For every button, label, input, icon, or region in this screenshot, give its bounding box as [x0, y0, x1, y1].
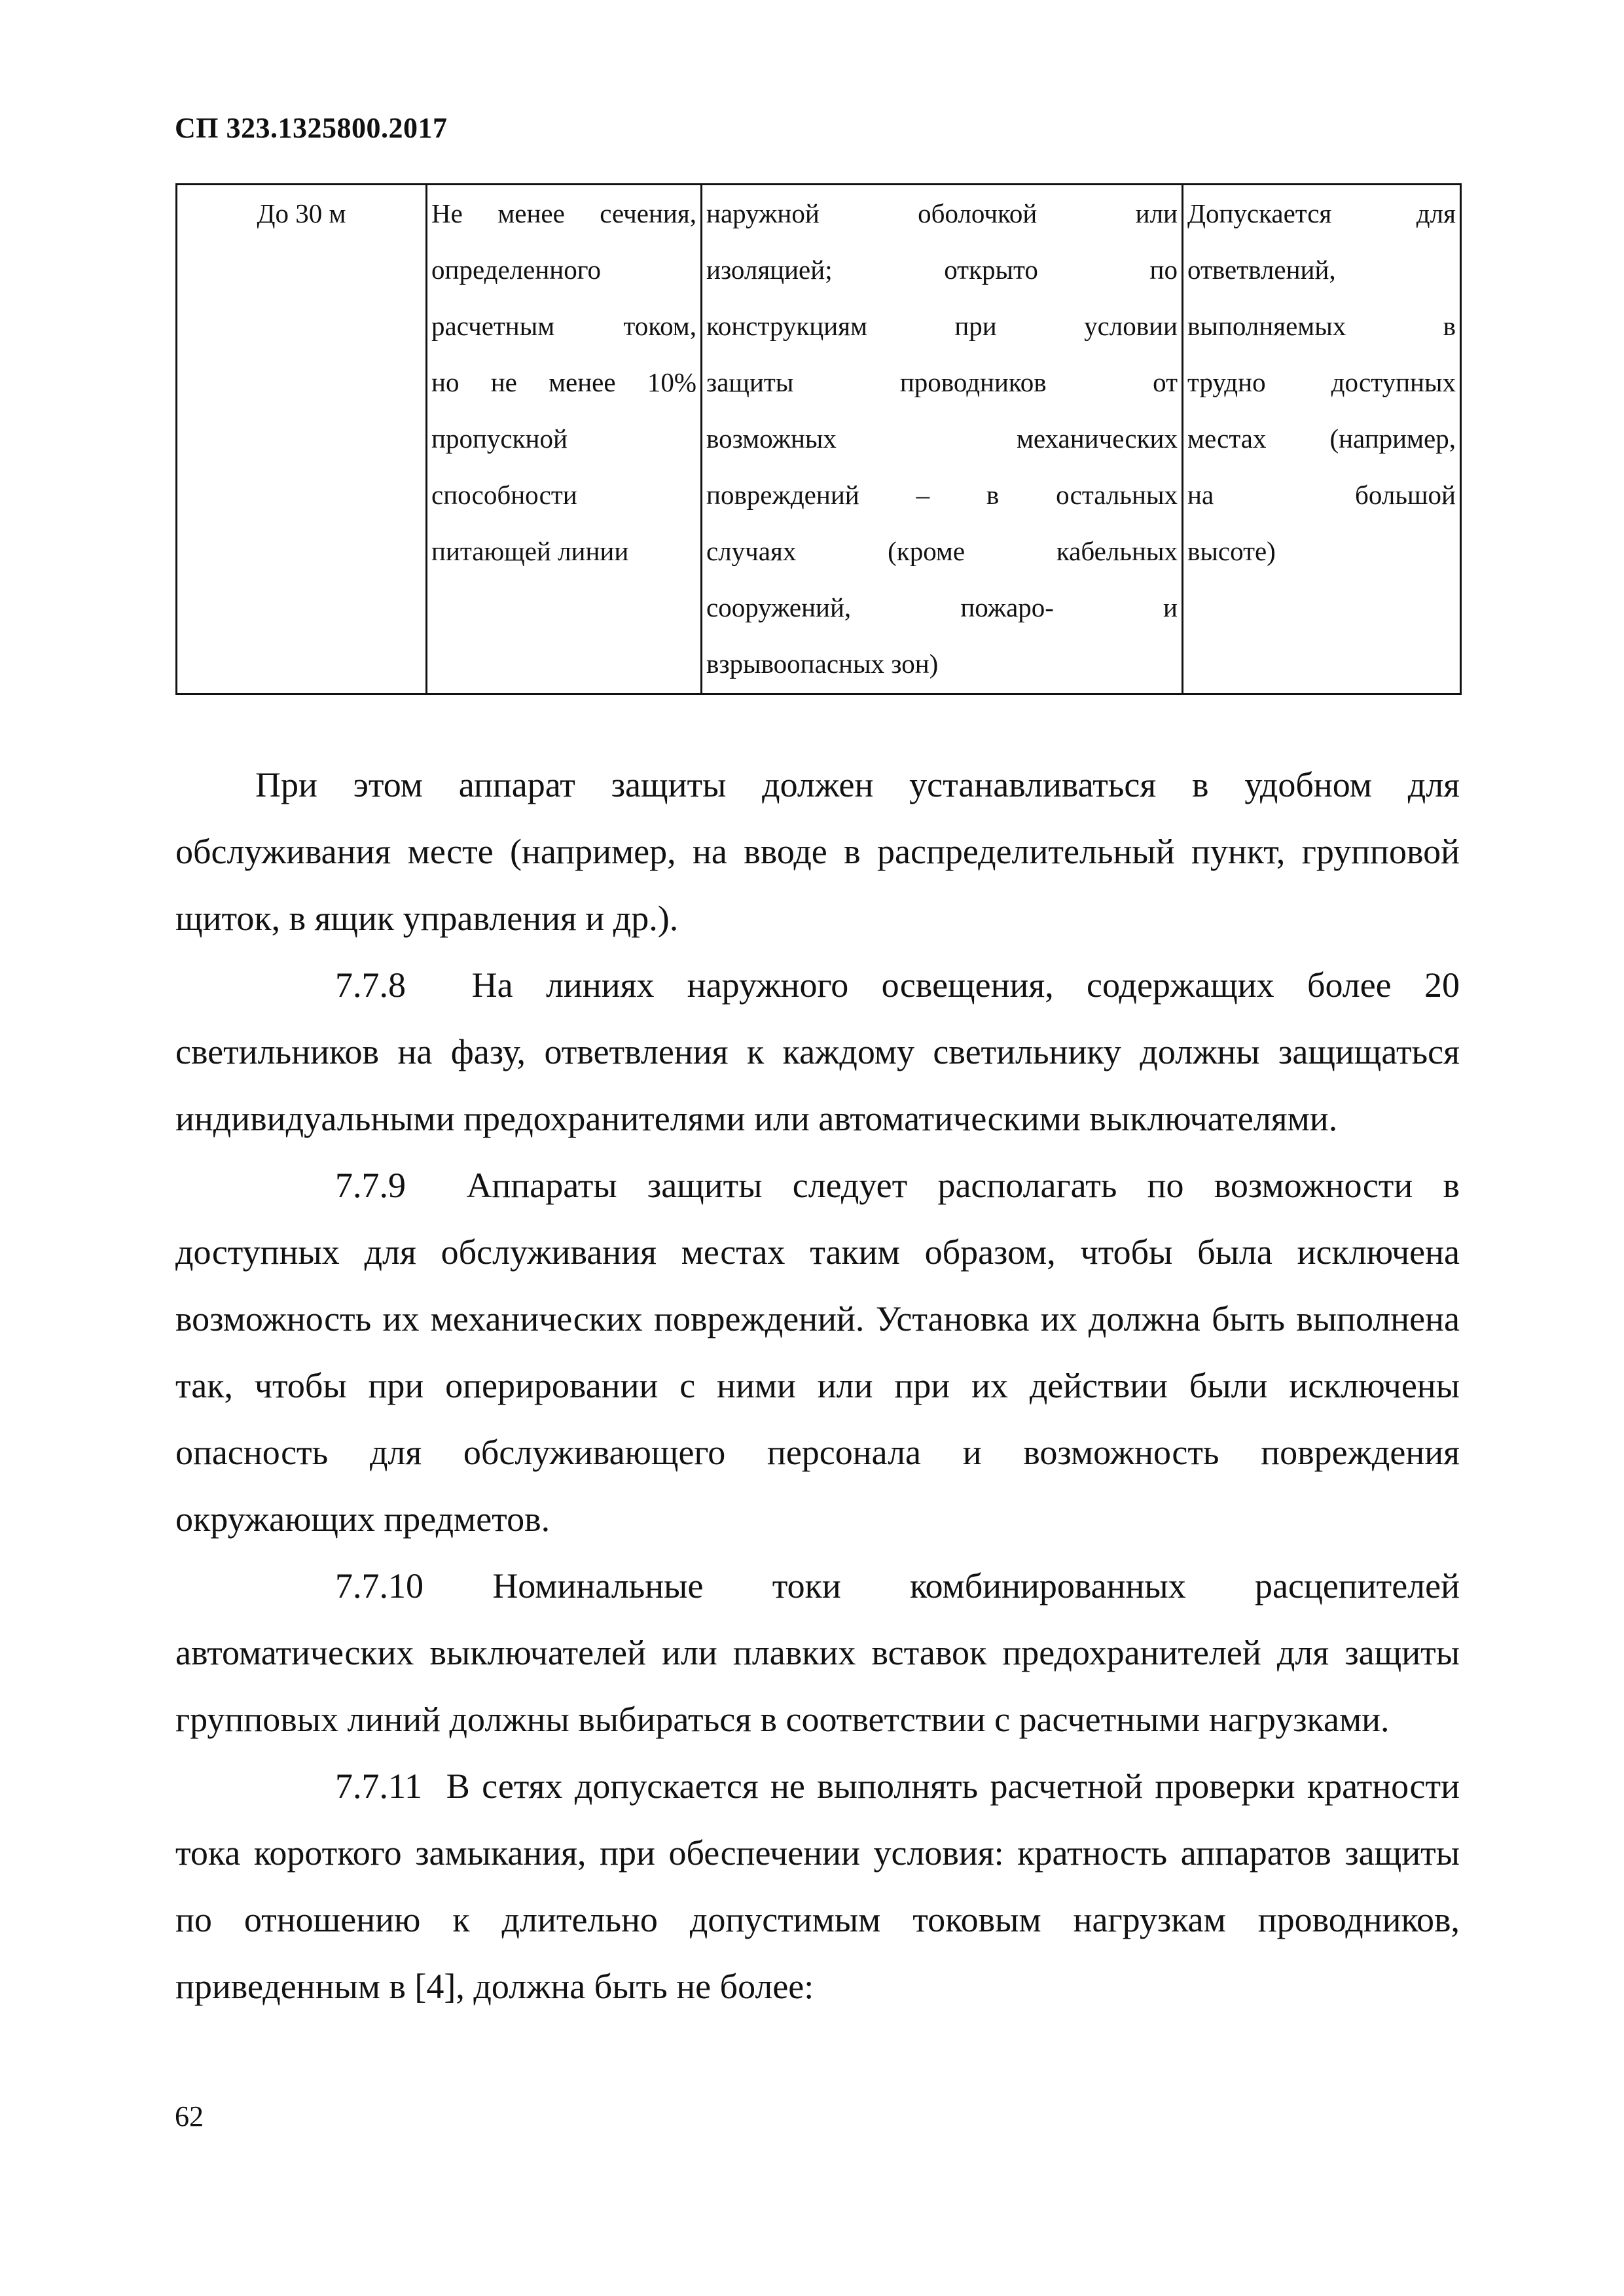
- cell-line: Не менее сечения,: [431, 198, 696, 228]
- cell-line: возможных механических: [706, 423, 1178, 454]
- cell-line: местах (например,: [1187, 423, 1456, 454]
- paragraph-text: На линиях наружного освещения, содержащих более 20 светильников на фазу, ответвления к каждому светильнику должны защищаться индивидуальными предохранителями или автоматическими выключателями.: [175, 965, 1460, 1138]
- cell-laying: [702, 185, 1183, 694]
- cell-line: питающей линии: [431, 536, 629, 566]
- page-number: 62: [175, 2100, 204, 2132]
- cell-length-text: До 30 м: [257, 198, 346, 228]
- clause-number: 7.7.10: [335, 1566, 424, 1605]
- paragraph-text: Номинальные токи комбинированных расцепителей автоматических выключателей или плавких вставок предохранителей для защиты групповых линий должны выбираться в соответствии с расчетными нагрузками.: [175, 1566, 1460, 1739]
- paragraph-text: Аппараты защиты следует располагать по возможности в доступных для обслуживания местах таким образом, чтобы была исключена возможность их механических повреждений. Установка их должна быть выполнена так, чтобы при оперировании с ними или при их действии были исключены опасность для обслуживающего персонала и возможность повреждения окружающих предметов.: [175, 1166, 1460, 1539]
- cell-line: пропускной: [431, 423, 568, 454]
- clause-number: 7.7.8: [335, 965, 406, 1005]
- clause-number: 7.7.11: [335, 1767, 422, 1806]
- cell-note: [1183, 185, 1461, 694]
- cell-line: случаях (кроме кабельных: [706, 536, 1178, 566]
- cell-line: на большой: [1187, 480, 1456, 510]
- cell-line: способности: [431, 480, 577, 510]
- cell-line: трудно доступных: [1187, 367, 1456, 397]
- cell-line: взрывоопасных зон): [706, 649, 939, 679]
- cell-line: конструкциям при условии: [706, 311, 1178, 341]
- cell-section: [427, 185, 702, 694]
- cell-line: сооружений, пожаро- и: [706, 592, 1178, 622]
- cell-line: изоляцией; открыто по: [706, 255, 1178, 285]
- paragraph: [175, 751, 1460, 952]
- cell-line: защиты проводников от: [706, 367, 1178, 397]
- cell-line: но не менее 10%: [431, 367, 696, 397]
- paragraph-text: В сетях допускается не выполнять расчетной проверки кратности тока короткого замыкания, при обеспечении условия: кратность аппаратов защиты по отношению к длительно допустимым токовым нагрузкам проводников, приведенным в [4], должна быть не более:: [175, 1767, 1460, 2006]
- paragraph: [175, 1152, 1460, 1552]
- requirements-table: [175, 183, 1462, 695]
- cell-line: ответвлений,: [1187, 255, 1336, 285]
- document-header-code: СП 323.1325800.2017: [175, 112, 448, 144]
- clause-number: 7.7.9: [335, 1166, 406, 1205]
- cell-line: расчетным током,: [431, 311, 696, 341]
- cell-line: наружной оболочкой или: [706, 198, 1178, 228]
- cell-line: высоте): [1187, 536, 1276, 566]
- cell-line: Допускается для: [1187, 198, 1456, 228]
- cell-line: определенного: [431, 255, 601, 285]
- paragraph-text: При этом аппарат защиты должен устанавливаться в удобном для обслуживания месте (например, на вводе в распределительный пункт, групповой щиток, в ящик управления и др.).: [175, 765, 1460, 938]
- body-text: [175, 751, 1460, 2020]
- table-row: [177, 185, 1461, 694]
- cell-length: [177, 185, 427, 694]
- paragraph: [175, 952, 1460, 1152]
- paragraph: [175, 1753, 1460, 2020]
- cell-line: выполняемых в: [1187, 311, 1456, 341]
- cell-line: повреждений – в остальных: [706, 480, 1178, 510]
- paragraph: [175, 1552, 1460, 1753]
